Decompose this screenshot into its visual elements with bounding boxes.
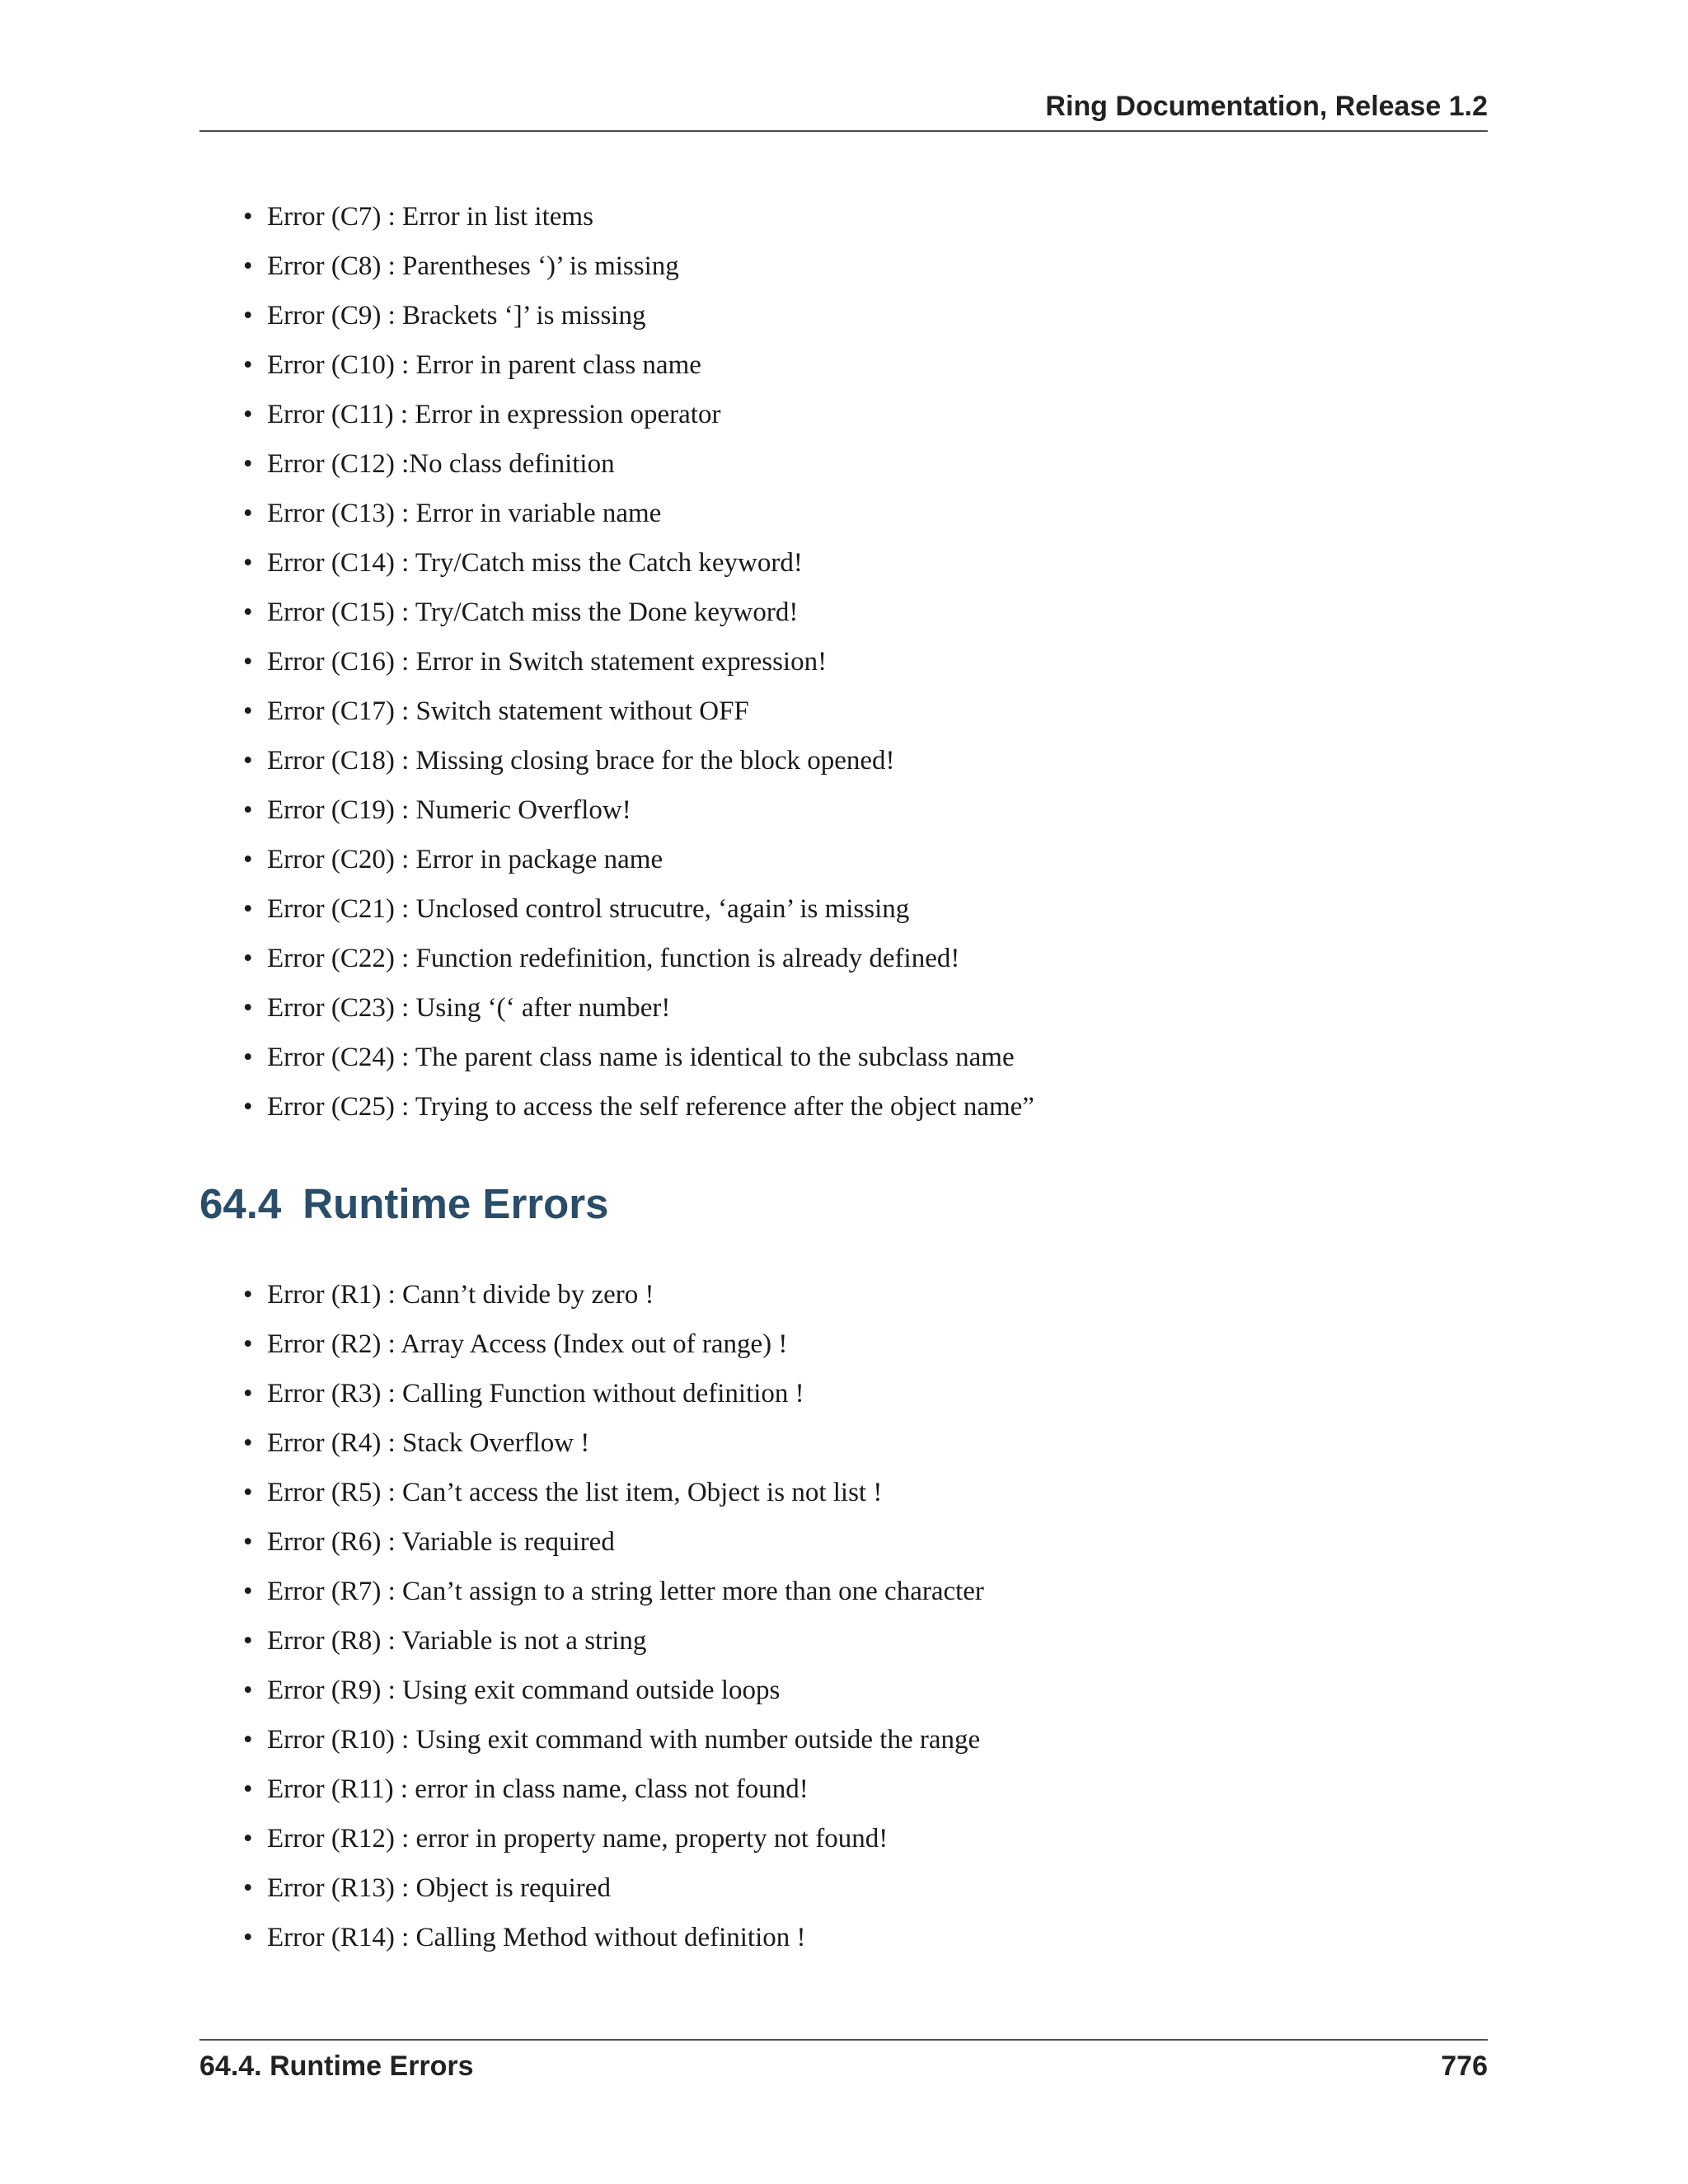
bullet: • (243, 845, 253, 874)
bullet: • (243, 1725, 253, 1755)
list-item-text: Error (R13) : Object is required (267, 1873, 611, 1903)
running-header (199, 89, 1488, 132)
footer-section-label: 64.4. Runtime Errors (199, 2050, 474, 2082)
list-item-text: Error (C9) : Brackets ‘]’ is missing (267, 301, 646, 330)
list-item-text: Error (R3) : Calling Function without definition ! (267, 1379, 804, 1408)
bullet: • (243, 1428, 253, 1458)
list-item-text: Error (C17) : Switch statement without OFF (267, 696, 749, 726)
bullet: • (243, 548, 253, 578)
bullet: • (243, 301, 253, 330)
list-item-text: Error (R14) : Calling Method without definition ! (267, 1923, 806, 1952)
list-item-text: Error (R4) : Stack Overflow ! (267, 1428, 590, 1458)
bullet: • (243, 400, 253, 429)
bullet: • (243, 1675, 253, 1705)
bullet: • (243, 1478, 253, 1507)
bullet: • (243, 1043, 253, 1072)
list-item-text: Error (C21) : Unclosed control strucutre, ‘again’ is missing (267, 894, 910, 924)
list-item-text: Error (C18) : Missing closing brace for the block opened! (267, 746, 895, 776)
bullet: • (243, 894, 253, 924)
list-item-text: Error (C20) : Error in package name (267, 845, 663, 874)
list-item-text: Error (C15) : Try/Catch miss the Done keyword! (267, 598, 799, 627)
list-item-text: Error (R7) : Can’t assign to a string letter more than one character (267, 1577, 984, 1606)
bullet: • (243, 499, 253, 528)
bullet: • (243, 1527, 253, 1557)
bullet: • (243, 647, 253, 677)
bullet: • (243, 1577, 253, 1606)
bullet: • (243, 795, 253, 825)
bullet: • (243, 1280, 253, 1310)
list-item-text: Error (R10) : Using exit command with number outside the range (267, 1725, 981, 1755)
list-item-text: Error (C14) : Try/Catch miss the Catch keyword! (267, 548, 803, 578)
bullet: • (243, 1379, 253, 1408)
list-item-text: Error (C8) : Parentheses ‘)’ is missing (267, 251, 679, 281)
list-item-text: Error (C12) :No class definition (267, 449, 615, 479)
list-item-text: Error (R12) : error in property name, property not found! (267, 1824, 889, 1854)
bullet: • (243, 1923, 253, 1952)
document-title: Ring Documentation, Release 1.2 (1045, 91, 1488, 122)
page-number: 776 (1441, 2050, 1488, 2082)
bullet: • (243, 251, 253, 281)
bullet: • (243, 1774, 253, 1804)
running-footer (199, 2039, 1488, 2090)
list-item-text: Error (C11) : Error in expression operator (267, 400, 721, 429)
list-item-text: Error (R2) : Array Access (Index out of range) ! (267, 1329, 788, 1359)
list-item-text: Error (C23) : Using ‘(‘ after number! (267, 993, 671, 1023)
list-item-text: Error (R6) : Variable is required (267, 1527, 615, 1557)
section-title-text: Runtime Errors (302, 1180, 609, 1227)
bullet: • (243, 1626, 253, 1656)
list-item-text: Error (C16) : Error in Switch statement expression! (267, 647, 828, 677)
bullet: • (243, 202, 253, 232)
bullet: • (243, 1873, 253, 1903)
list-item-text: Error (R1) : Cann’t divide by zero ! (267, 1280, 654, 1310)
list-item-text: Error (R11) : error in class name, class not found! (267, 1774, 809, 1804)
list-item-text: Error (R8) : Variable is not a string (267, 1626, 647, 1656)
list-item-text: Error (C25) : Trying to access the self reference after the object name” (267, 1092, 1034, 1122)
list-item-text: Error (C13) : Error in variable name (267, 499, 662, 528)
bullet: • (243, 696, 253, 726)
bullet: • (243, 1092, 253, 1122)
list-item-text: Error (C22) : Function redefinition, function is already defined! (267, 944, 960, 973)
list-item-text: Error (C24) : The parent class name is identical to the subclass name (267, 1043, 1015, 1072)
bullet: • (243, 746, 253, 776)
list-item-text: Error (C19) : Numeric Overflow! (267, 795, 631, 825)
bullet: • (243, 449, 253, 479)
list-item-text: Error (C10) : Error in parent class name (267, 350, 701, 380)
section-heading (199, 1180, 609, 1227)
bullet: • (243, 1329, 253, 1359)
section-number: 64.4 (199, 1180, 282, 1227)
list-item-text: Error (R9) : Using exit command outside loops (267, 1675, 781, 1705)
bullet: • (243, 944, 253, 973)
bullet: • (243, 993, 253, 1023)
bullet: • (243, 350, 253, 380)
bullet: • (243, 598, 253, 627)
list-item-text: Error (R5) : Can’t access the list item, Object is not list ! (267, 1478, 883, 1507)
bullet: • (243, 1824, 253, 1854)
list-item-text: Error (C7) : Error in list items (267, 202, 593, 232)
